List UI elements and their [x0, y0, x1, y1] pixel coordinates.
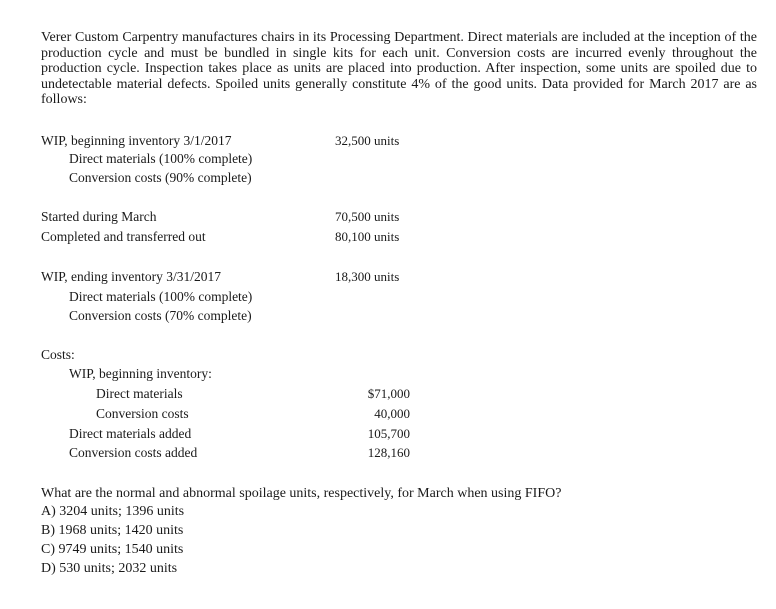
wip-begin-label: WIP, beginning inventory 3/1/2017: [41, 133, 232, 148]
option-a[interactable]: A) 3204 units; 1396 units: [41, 504, 185, 519]
completed-units: 80,100 units: [335, 229, 400, 244]
question-text: What are the normal and abnormal spoilage units, respectively, for March when using FIFO?: [41, 486, 562, 501]
costs-dm-added-label: Direct materials added: [69, 426, 192, 441]
wip-end-label: WIP, ending inventory 3/31/2017: [41, 269, 221, 284]
wip-begin-dm: Direct materials (100% complete): [69, 151, 253, 166]
wip-end-dm: Direct materials (100% complete): [69, 289, 253, 304]
wip-end-cc: Conversion costs (70% complete): [69, 308, 252, 323]
costs-cc-value: 40,000: [374, 406, 410, 421]
started-units: 70,500 units: [335, 209, 400, 224]
wip-end-units: 18,300 units: [335, 269, 400, 284]
wip-begin-units: 32,500 units: [335, 133, 400, 148]
costs-dm-label: Direct materials: [96, 386, 183, 401]
option-c[interactable]: C) 9749 units; 1540 units: [41, 542, 184, 557]
costs-dm-value: $71,000: [367, 386, 410, 401]
completed-label: Completed and transferred out: [41, 229, 206, 244]
costs-cc-added-value: 128,160: [367, 445, 410, 460]
option-d[interactable]: D) 530 units; 2032 units: [41, 561, 178, 576]
started-label: Started during March: [41, 209, 157, 224]
costs-dm-added-value: 105,700: [367, 426, 410, 441]
wip-begin-cc: Conversion costs (90% complete): [69, 170, 252, 185]
costs-heading: Costs:: [41, 347, 75, 362]
costs-cc-added-label: Conversion costs added: [69, 445, 198, 460]
option-b[interactable]: B) 1968 units; 1420 units: [41, 523, 184, 538]
costs-wip-label: WIP, beginning inventory:: [69, 366, 212, 381]
problem-intro: Verer Custom Carpentry manufactures chairs in its Processing Department. Direct materials are included at the inception of the production cycle and must be bundled in single kits for each unit. Conversion costs are incurred evenly throughout the production cycle. Inspection takes place as units are placed into production. After inspection, some units are spoiled due to undetectable material defects. Spoiled units generally constitute 4% of the good units. Data provided for March 2017 are as follows:: [41, 30, 757, 107]
costs-cc-label: Conversion costs: [96, 406, 189, 421]
